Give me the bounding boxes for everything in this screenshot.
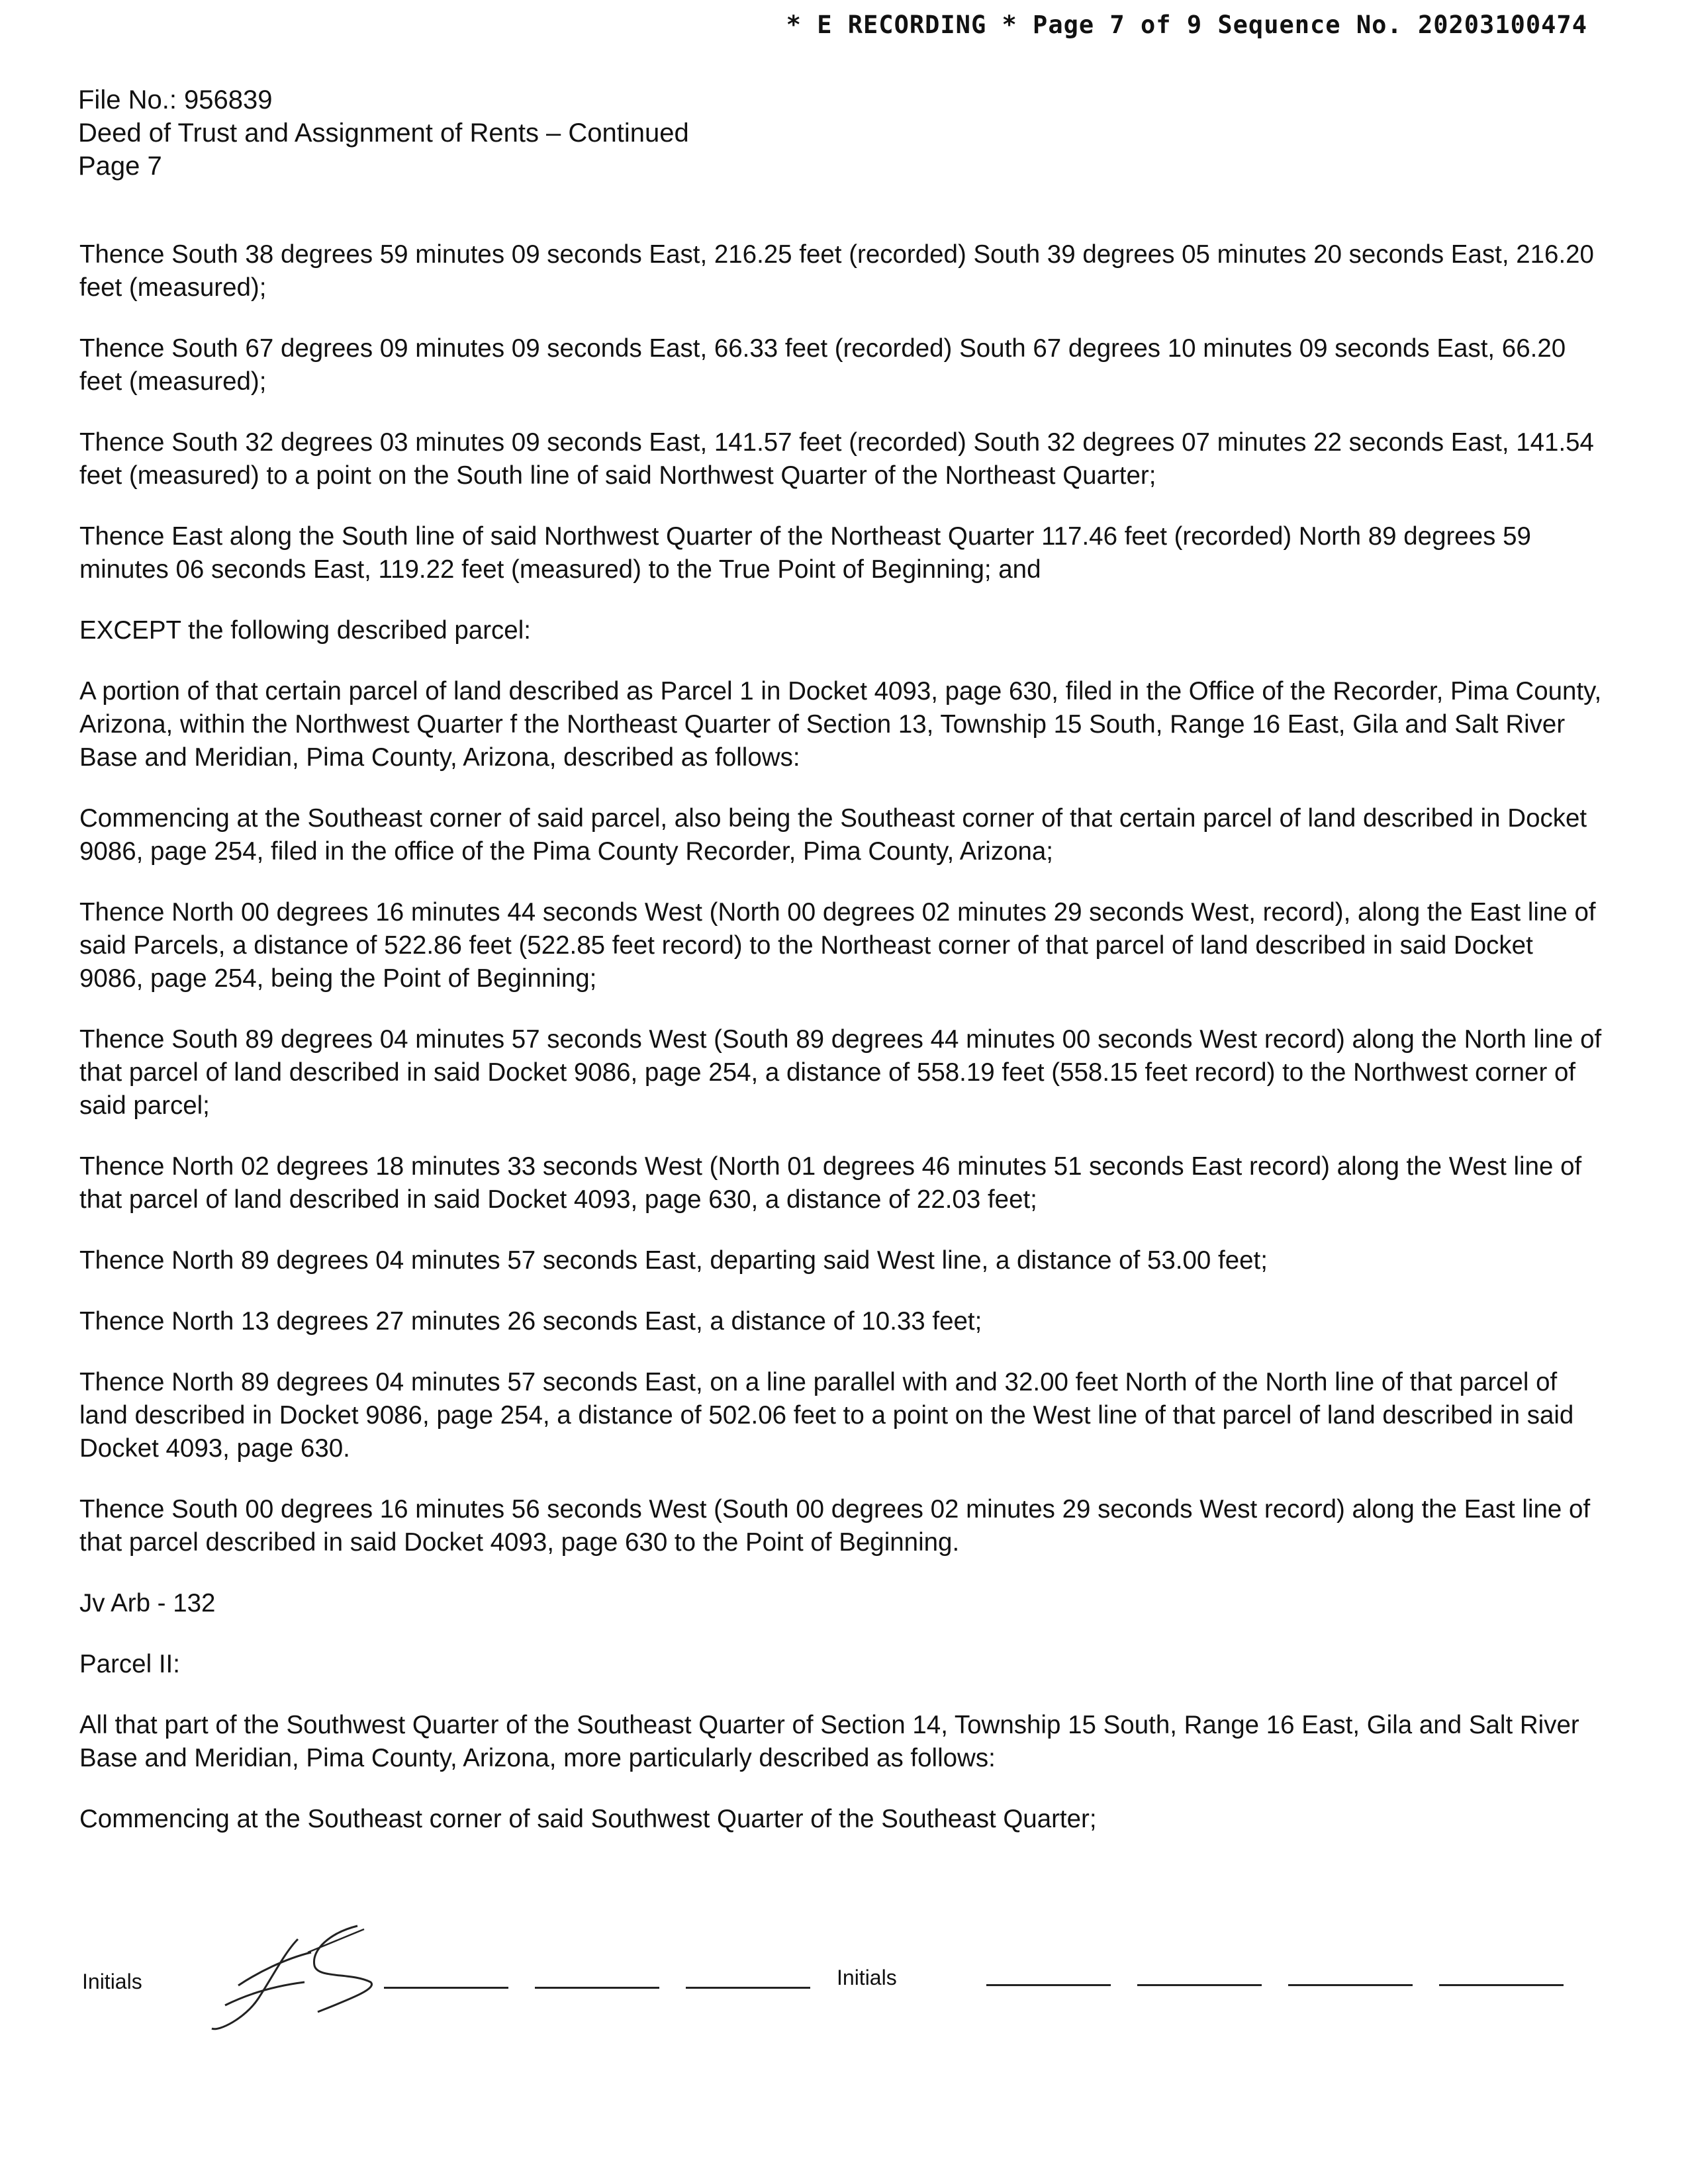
paragraph: Thence North 89 degrees 04 minutes 57 seconds East, departing said West line, a distance of 53.00 feet; [79,1246,1268,1275]
paragraph: Thence North 02 degrees 18 minutes 33 seconds West (North 01 degrees 46 minutes 51 seconds East record) along the West line of that parcel of land described in said Docket 4093, page 630, a distance of 22.03 feet; [79,1152,1582,1214]
initials-line [535,1987,659,1989]
paragraph: Thence South 89 degrees 04 minutes 57 seconds West (South 89 degrees 44 minutes 00 seconds West record) along the North line of that parcel of land described in said Docket 9086, page 254, a distance of 558.19 feet (558.15 feet record) to the Northwest corner of said parcel; [79,1025,1602,1120]
paragraph: Thence North 00 degrees 16 minutes 44 seconds West (North 00 degrees 02 minutes 29 seconds West, record), along the East line of said Parcels, a distance of 522.86 feet (522.85 feet record) to the Northeast corner of that parcel of land described in said Docket 9086, page 254, being the Point of Beginning; [79,898,1596,993]
initials-label-left: Initials [82,1970,142,1993]
initials-line [1439,1984,1564,1986]
initials-line [686,1987,810,1989]
paragraph: Jv Arb - 132 [79,1589,216,1617]
initials-line [384,1987,508,1989]
initials-line [1288,1984,1413,1986]
paragraph: Commencing at the Southeast corner of said parcel, also being the Southeast corner of that certain parcel of land described in Docket 9086, page 254, filed in the office of the Pima County Recorder, Pima County, Arizona; [79,804,1587,866]
file-number: File No.: 956839 [78,85,273,114]
document-title: Deed of Trust and Assignment of Rents – Continued [78,118,689,148]
document-header [78,83,689,183]
recording-header: * E RECORDING * Page 7 of 9 Sequence No. 20203100474 [786,11,1587,39]
paragraph: Thence South 32 degrees 03 minutes 09 seconds East, 141.57 feet (recorded) South 32 degrees 07 minutes 22 seconds East, 141.54 feet (measured) to a point on the South line of said Northwest Quarter of the Northeast Quarter; [79,428,1594,490]
paragraph: Thence North 13 degrees 27 minutes 26 seconds East, a distance of 10.33 feet; [79,1307,982,1336]
paragraph: A portion of that certain parcel of land described as Parcel 1 in Docket 4093, page 630, filed in the Office of the Recorder, Pima County, Arizona, within the Northwest Quarter f the Northeast Quarter of Section 13, Township 15 South, Range 16 East, Gila and Salt River Base and Meridian, Pima County, Arizona, described as follows: [79,677,1602,772]
paragraph: Commencing at the Southeast corner of said Southwest Quarter of the Southeast Quarter; [79,1805,1097,1833]
page-number: Page 7 [78,152,162,181]
paragraph: Thence North 89 degrees 04 minutes 57 seconds East, on a line parallel with and 32.00 feet North of the North line of that parcel of land described in Docket 9086, page 254, a distance of 502.06 feet to a point on the West line of that parcel of land described in said Docket 4093, page 630. [79,1368,1574,1463]
paragraph: Thence East along the South line of said Northwest Quarter of the Northeast Quarter 117.46 feet (recorded) North 89 degrees 59 minutes 06 seconds East, 119.22 feet (measured) to the True Point of Beginning; and [79,522,1531,584]
initials-line [1137,1984,1262,1986]
paragraph: Thence South 67 degrees 09 minutes 09 seconds East, 66.33 feet (recorded) South 67 degrees 10 minutes 09 seconds East, 66.20 feet (measured); [79,334,1566,396]
paragraph: Parcel II: [79,1650,180,1678]
paragraph: All that part of the Southwest Quarter of the Southeast Quarter of Section 14, Township 15 South, Range 16 East, Gila and Salt River Base and Meridian, Pima County, Arizona, more particularly described as follows: [79,1711,1579,1772]
paragraph: Thence South 38 degrees 59 minutes 09 seconds East, 216.25 feet (recorded) South 39 degrees 05 minutes 20 seconds East, 216.20 feet (measured); [79,240,1594,302]
handwritten-initials-signature [199,1913,397,2038]
legal-description [79,238,1602,1864]
initials-label-right: Initials [837,1966,897,1989]
paragraph: Thence South 00 degrees 16 minutes 56 seconds West (South 00 degrees 02 minutes 29 seconds West record) along the East line of that parcel described in said Docket 4093, page 630 to the Point of Beginning. [79,1495,1591,1557]
initials-line [986,1984,1111,1986]
paragraph: EXCEPT the following described parcel: [79,616,531,645]
